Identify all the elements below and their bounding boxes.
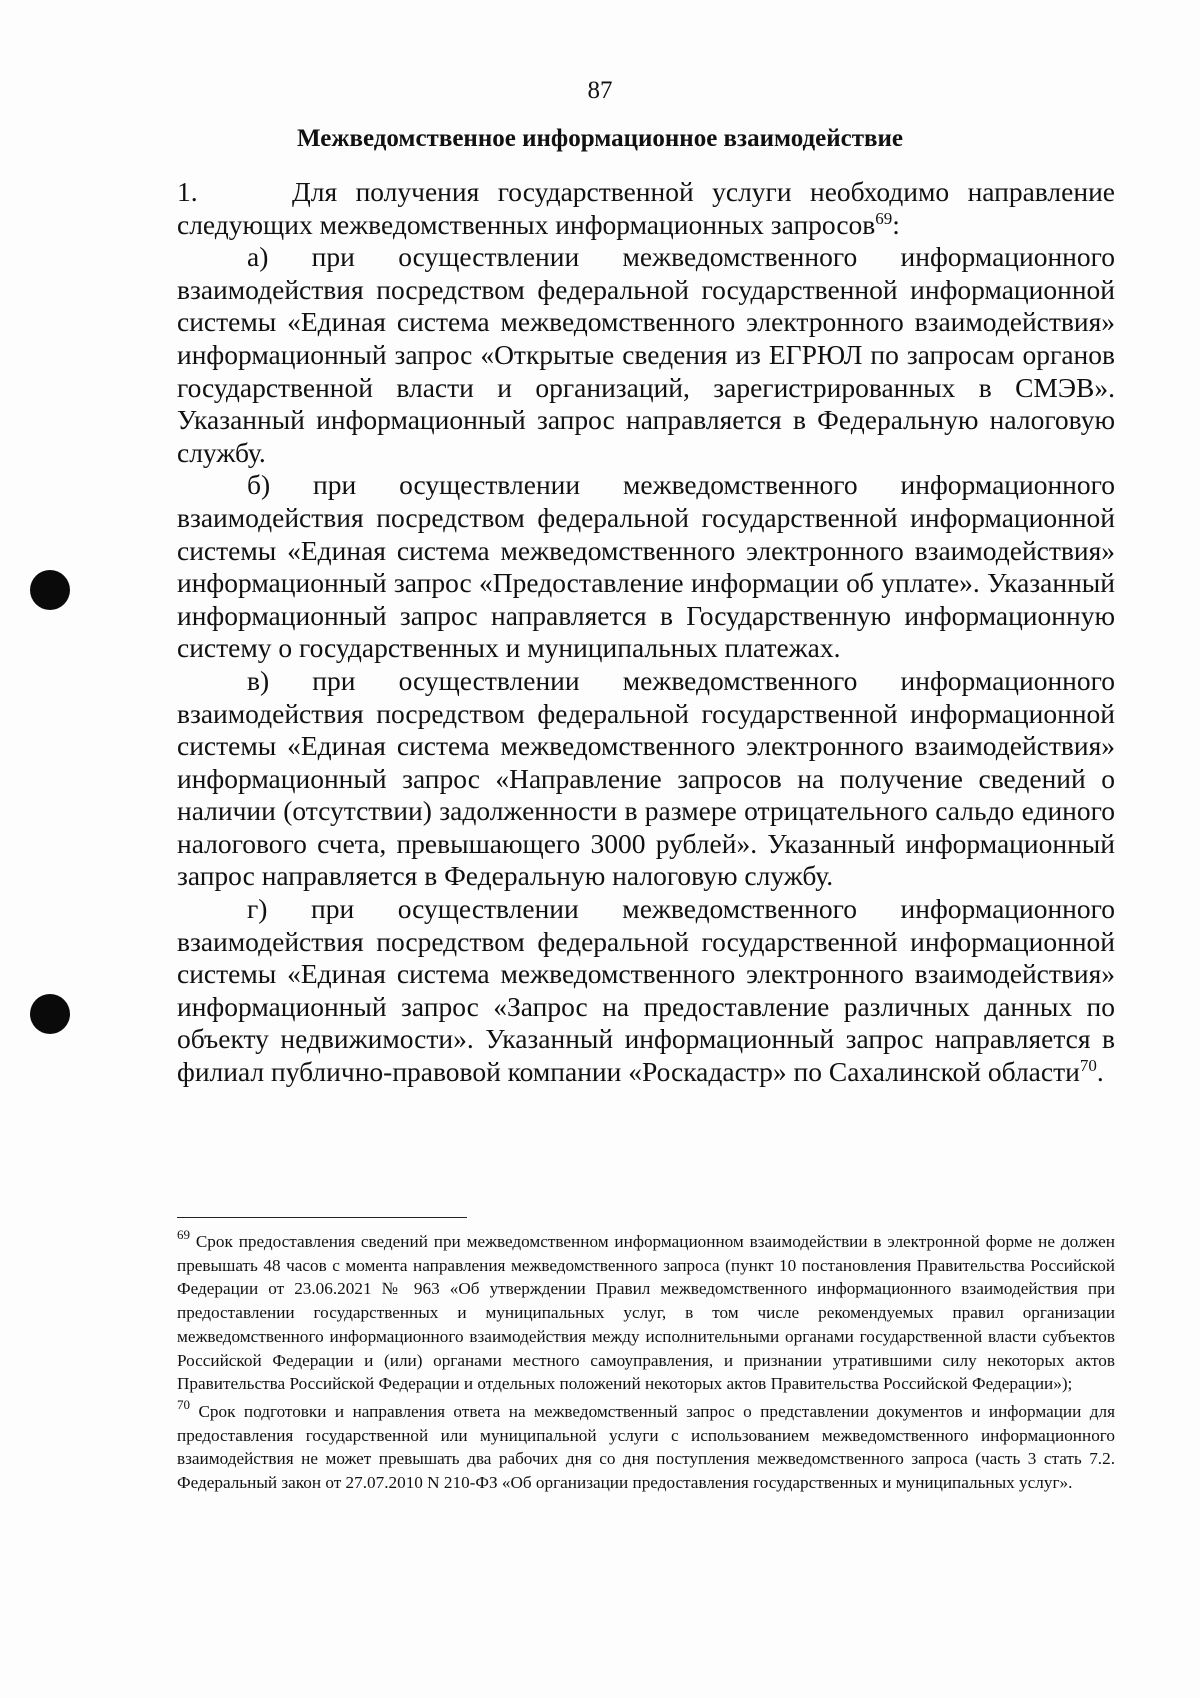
footnote-ref-70[interactable]: 70 [1079,1056,1097,1076]
footnote-number: 70 [177,1396,190,1412]
punch-hole-top [30,570,70,610]
document-body [177,176,1115,1089]
page-number: 87 [587,77,613,104]
sub-item-b: б) при осуществлении межведомственного информационного взаимодействия посредством федеральной государственной информационной системы «Единая система межведомственного электронного взаимодействия» информационный запрос «Предоставление информации об уплате». Указанный информационный запрос направляется в Государственную информационную систему о государственных и муниципальных платежах. [177,469,1115,664]
footnote-divider [177,1217,467,1218]
sub-item-a: а) при осуществлении межведомственного информационного взаимодействия посредством федеральной государственной информационной системы «Единая система межведомственного электронного взаимодействия» информационный запрос «Открытые сведения из ЕГРЮЛ по запросам органов государственной власти и организаций, зарегистрированных в СМЭВ». Указанный информационный запрос направляется в Федеральную налоговую службу. [177,241,1115,468]
punch-hole-bottom [30,994,70,1034]
footnote-69 [177,1227,1115,1396]
footnote-70 [177,1396,1115,1495]
item-number: 1. [177,176,198,207]
item-1-text: Для получения государственной услуги необходимо направление следующих межведомственных информационных запросов [177,176,1115,240]
footnote-ref-69[interactable]: 69 [875,208,893,228]
sub-item-g [177,893,1115,1089]
footnote-number: 69 [177,1227,190,1242]
footnote-text: Срок предоставления сведений при межведомственном информационном взаимодействии в электронной форме не должен превышать 48 часов с момента направления межведомственного запроса (пункт 10 постановления Правительства Российской Федерации от 23.06.2021 № 963 «Об утверждении Правил межведомственного информационного взаимодействия при предоставлении государственных и муниципальных услуг, в том числе рекомендуемых правил организации межведомственного информационного взаимодействия между исполнительными органами государственной власти субъектов Российской Федерации и (или) органами местного самоуправления, и признании утратившими силу некоторых актов Правительства Российской Федерации и отдельных положений некоторых актов Правительства Российской Федерации»); [177,1232,1115,1394]
paragraph-item-1 [177,176,1115,241]
sub-item-v: в) при осуществлении межведомственного информационного взаимодействия посредством федеральной государственной информационной системы «Единая система межведомственного электронного взаимодействия» информационный запрос «Направление запросов на получение сведений о наличии (отсутствии) задолженности в размере отрицательного сальдо единого налогового счета, превышающего 3000 рублей». Указанный информационный запрос направляется в Федеральную налоговую службу. [177,664,1115,892]
footnotes [177,1227,1115,1499]
section-heading: Межведомственное информационное взаимодействие [297,125,903,152]
sub-item-g-text: г) при осуществлении межведомственного информационного взаимодействия посредством федеральной государственной информационной системы «Единая система межведомственного электронного взаимодействия» информационный запрос «Запрос на предоставление различных данных по объекту недвижимости». Указанный информационный запрос направляется в филиал публично-правовой компании «Роскадастр» по Сахалинской области [177,893,1115,1088]
item-1-text-end: : [892,208,900,240]
sub-item-g-text-end: . [1096,1056,1104,1088]
footnote-text: Срок подготовки и направления ответа на межведомственный запрос о представлении документов и информации для предоставления государственной или муниципальной услуги с использованием межведомственного информационного взаимодействия не может превышать два рабочих дня со дня поступления межведомственного запроса (часть 3 стать 7.2. Федеральный закон от 27.07.2010 N 210-ФЗ «Об организации предоставления государственных и муниципальных услуг». [177,1401,1115,1493]
